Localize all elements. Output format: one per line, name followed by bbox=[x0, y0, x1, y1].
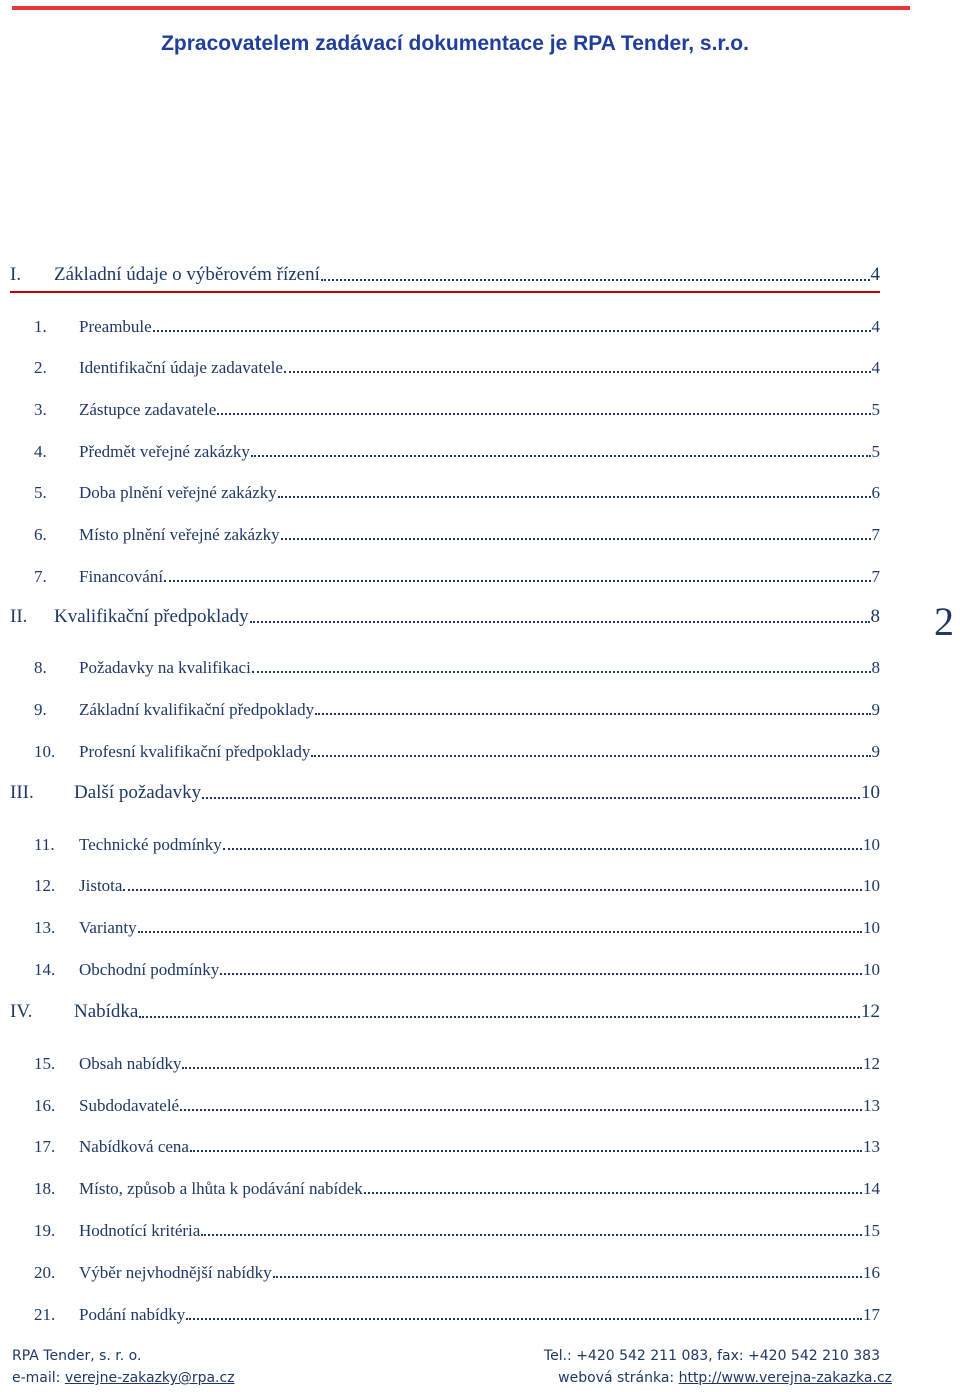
toc-item-10[interactable] bbox=[34, 734, 880, 762]
toc-item-17[interactable] bbox=[34, 1129, 880, 1157]
footer-web-line bbox=[558, 1370, 892, 1386]
header-title: Zpracovatelem zadávací dokumentace je RPA Tender, s.r.o. bbox=[161, 32, 749, 55]
toc-item-8[interactable] bbox=[34, 650, 880, 678]
toc-number: II. bbox=[10, 606, 28, 627]
toc-label: Subdodavatelé bbox=[79, 1096, 180, 1115]
toc-number: 18. bbox=[34, 1179, 56, 1198]
top-accent-rule bbox=[12, 6, 910, 10]
toc-label: Kvalifikační předpoklady bbox=[54, 606, 249, 627]
toc-number: 17. bbox=[34, 1137, 56, 1156]
toc-label: Místo plnění veřejné zakázky bbox=[79, 525, 280, 544]
toc-leader-dots bbox=[180, 1109, 862, 1111]
toc-page: 5 bbox=[871, 400, 880, 419]
toc-label: Podání nabídky bbox=[79, 1305, 186, 1324]
toc-leader-dots bbox=[252, 671, 871, 673]
toc-leader-dots bbox=[273, 1276, 862, 1278]
toc-label: Technické podmínky bbox=[79, 835, 222, 854]
toc-leader-dots bbox=[251, 455, 871, 457]
page-footer bbox=[12, 1348, 892, 1392]
toc-page: 8 bbox=[871, 658, 880, 677]
toc-section-2[interactable] bbox=[10, 600, 880, 628]
toc-number: 6. bbox=[34, 525, 47, 544]
toc-label: Místo, způsob a lhůta k podávání nabídek bbox=[79, 1179, 363, 1198]
toc-page: 10 bbox=[861, 782, 880, 803]
toc-label: Další požadavky bbox=[74, 782, 202, 803]
toc-item-16[interactable] bbox=[34, 1088, 880, 1116]
toc-label: Profesní kvalifikační předpoklady bbox=[79, 742, 311, 761]
toc-number: 2. bbox=[34, 358, 47, 377]
toc-page: 16 bbox=[863, 1263, 880, 1282]
toc-leader-dots bbox=[217, 413, 870, 415]
footer-email-line bbox=[12, 1370, 235, 1386]
toc-number: 14. bbox=[34, 960, 56, 979]
toc-number: 10. bbox=[34, 742, 56, 761]
toc-leader-dots bbox=[139, 1016, 860, 1018]
toc-label: Základní údaje o výběrovém řízení bbox=[54, 264, 320, 285]
toc-number: 5. bbox=[34, 483, 47, 502]
toc-page: 7 bbox=[871, 567, 880, 586]
page-number: 2 bbox=[934, 599, 954, 644]
toc-item-9[interactable] bbox=[34, 692, 880, 720]
toc-label: Nabídková cena bbox=[79, 1137, 189, 1156]
toc-item-11[interactable] bbox=[34, 827, 880, 855]
toc-number: IV. bbox=[10, 1001, 33, 1022]
toc-number: I. bbox=[10, 264, 22, 285]
toc-number: 11. bbox=[34, 835, 55, 854]
toc-leader-dots bbox=[220, 973, 862, 975]
toc-leader-dots bbox=[315, 713, 870, 715]
toc-item-12[interactable] bbox=[34, 868, 880, 896]
toc-number: 9. bbox=[34, 700, 47, 719]
toc-number: 4. bbox=[34, 442, 47, 461]
toc-label: Obsah nabídky bbox=[79, 1054, 182, 1073]
toc-page: 9 bbox=[871, 742, 880, 761]
toc-leader-dots bbox=[250, 621, 870, 623]
toc-page: 6 bbox=[871, 483, 880, 502]
footer-web-label: webová stránka: bbox=[558, 1370, 679, 1386]
toc-label: Obchodní podmínky bbox=[79, 960, 220, 979]
toc-leader-dots bbox=[138, 931, 862, 933]
toc-label: Identifikační údaje zadavatele bbox=[79, 358, 283, 377]
toc-leader-dots bbox=[201, 1234, 862, 1236]
toc-leader-dots bbox=[364, 1192, 862, 1194]
toc-page: 7 bbox=[871, 525, 880, 544]
toc-leader-dots bbox=[202, 797, 860, 799]
toc-number: III. bbox=[10, 782, 34, 803]
toc-label: Základní kvalifikační předpoklady bbox=[79, 700, 315, 719]
toc-label: Preambule bbox=[79, 317, 152, 336]
toc-leader-dots bbox=[164, 580, 870, 582]
toc-page: 15 bbox=[863, 1221, 880, 1240]
toc-page: 4 bbox=[870, 264, 880, 285]
toc-number: 20. bbox=[34, 1263, 56, 1282]
footer-web-link[interactable]: http://www.verejna-zakazka.cz bbox=[678, 1370, 892, 1386]
toc-label: Požadavky na kvalifikaci bbox=[79, 658, 251, 677]
toc-item-6[interactable] bbox=[34, 517, 880, 545]
toc-item-19[interactable] bbox=[34, 1213, 880, 1241]
toc-label: Varianty bbox=[79, 918, 137, 937]
toc-section-3[interactable] bbox=[10, 776, 880, 804]
toc-label: Předmět veřejné zakázky bbox=[79, 442, 250, 461]
toc-page: 10 bbox=[863, 835, 880, 854]
toc-page: 8 bbox=[870, 606, 880, 627]
footer-phone: Tel.: +420 542 211 083, fax: +420 542 210 383 bbox=[543, 1348, 880, 1364]
toc-number: 13. bbox=[34, 918, 56, 937]
toc-item-2[interactable] bbox=[34, 350, 880, 378]
toc-leader-dots bbox=[153, 330, 871, 332]
toc-number: 1. bbox=[34, 317, 47, 336]
toc-label: Doba plnění veřejné zakázky bbox=[79, 483, 277, 502]
toc-number: 16. bbox=[34, 1096, 56, 1115]
toc-leader-dots bbox=[284, 371, 871, 373]
toc-label: Výběr nejvhodnější nabídky bbox=[79, 1263, 272, 1282]
toc-label: Hodnotící kritéria bbox=[79, 1221, 201, 1240]
footer-company: RPA Tender, s. r. o. bbox=[12, 1348, 142, 1364]
toc-leader-dots bbox=[190, 1150, 862, 1152]
toc-page: 10 bbox=[863, 876, 880, 895]
toc-page: 17 bbox=[863, 1305, 880, 1324]
toc-page: 10 bbox=[863, 960, 880, 979]
toc-page: 12 bbox=[863, 1054, 880, 1073]
toc-page: 12 bbox=[861, 1001, 880, 1022]
toc-number: 7. bbox=[34, 567, 47, 586]
footer-email-link[interactable]: verejne-zakazky@rpa.cz bbox=[64, 1370, 235, 1386]
toc-number: 8. bbox=[34, 658, 47, 677]
footer-email-label: e-mail: bbox=[12, 1370, 65, 1386]
toc-item-3[interactable] bbox=[34, 392, 880, 420]
toc-item-7[interactable] bbox=[34, 559, 880, 587]
toc-leader-dots bbox=[278, 496, 871, 498]
toc-page: 10 bbox=[863, 918, 880, 937]
toc-label: Jistota bbox=[79, 876, 123, 895]
toc-item-15[interactable] bbox=[34, 1046, 880, 1074]
toc-leader-dots bbox=[123, 889, 862, 891]
toc-section-4[interactable] bbox=[10, 995, 880, 1023]
toc-item-1[interactable] bbox=[34, 309, 880, 337]
toc-leader-dots bbox=[182, 1067, 862, 1069]
toc-section-1[interactable] bbox=[10, 258, 880, 286]
toc-page: 9 bbox=[871, 700, 880, 719]
toc-item-20[interactable] bbox=[34, 1255, 880, 1283]
toc-number: 21. bbox=[34, 1305, 56, 1324]
toc-item-5[interactable] bbox=[34, 475, 880, 503]
toc-item-13[interactable] bbox=[34, 910, 880, 938]
toc-item-14[interactable] bbox=[34, 952, 880, 980]
toc-label: Financování bbox=[79, 567, 164, 586]
toc-number: 3. bbox=[34, 400, 47, 419]
toc-page: 13 bbox=[863, 1137, 880, 1156]
toc-item-4[interactable] bbox=[34, 434, 880, 462]
toc-leader-dots bbox=[321, 279, 870, 281]
toc-leader-dots bbox=[311, 755, 870, 757]
toc-item-18[interactable] bbox=[34, 1171, 880, 1199]
toc-leader-dots bbox=[223, 848, 862, 850]
toc-page: 4 bbox=[871, 358, 880, 377]
toc-label: Nabídka bbox=[74, 1001, 139, 1022]
toc-page: 13 bbox=[863, 1096, 880, 1115]
toc-page: 4 bbox=[871, 317, 880, 336]
toc-page: 14 bbox=[863, 1179, 880, 1198]
toc-leader-dots bbox=[186, 1318, 862, 1320]
toc-item-21[interactable] bbox=[34, 1297, 880, 1325]
toc-leader-dots bbox=[281, 538, 871, 540]
toc-page: 5 bbox=[871, 442, 880, 461]
toc-number: 15. bbox=[34, 1054, 56, 1073]
toc-number: 19. bbox=[34, 1221, 56, 1240]
toc-label: Zástupce zadavatele bbox=[79, 400, 217, 419]
toc-number: 12. bbox=[34, 876, 56, 895]
